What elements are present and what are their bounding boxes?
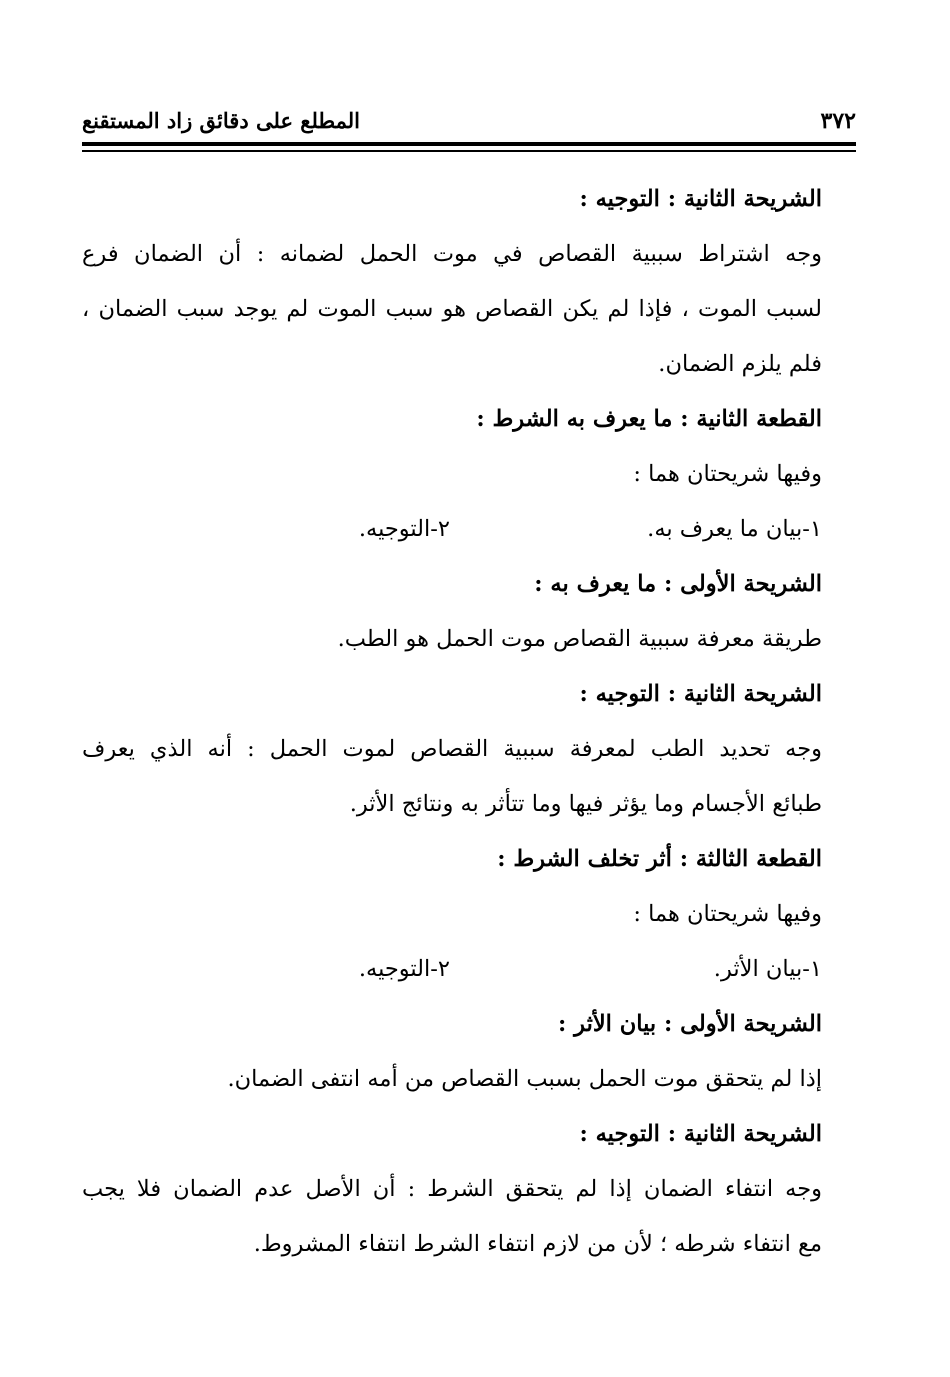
book-title: المطلع على دقائق زاد المستقنع [82,108,361,133]
paragraph-line: لسبب الموت ، فإذا لم يكن القصاص هو سبب الموت لم يوجد سبب الضمان ، [82,296,822,322]
paragraph-line: وفيها شريحتان هما : [633,901,822,927]
section-heading: الشريحة الأولى : بيان الأثر : [558,1011,822,1037]
list-item: ٢-التوجيه. [358,956,450,982]
section-heading: القطعة الثانية : ما يعرف به الشرط : [476,406,822,432]
section-heading: القطعة الثالثة : أثر تخلف الشرط : [497,846,822,872]
section-heading: الشريحة الثانية : التوجيه : [579,1121,822,1147]
page-header [82,108,856,142]
list-item: ٢-التوجيه. [358,516,450,542]
section-heading: الشريحة الثانية : التوجيه : [579,681,822,707]
paragraph-line: إذا لم يتحقق موت الحمل بسبب القصاص من أمه انتفى الضمان. [227,1066,822,1092]
header-rule-thin [82,150,856,152]
numbered-list [82,942,822,997]
paragraph-line: وجه تحديد الطب لمعرفة سببية القصاص لموت الحمل : أنه الذي يعرف [82,736,822,762]
numbered-list [82,502,822,557]
list-item: ١-بيان الأثر. [713,956,822,982]
paragraph-line: وجه اشتراط سببية القصاص في موت الحمل لضمانه : أن الضمان فرع [82,241,822,267]
paragraph-line: فلم يلزم الضمان. [658,351,822,377]
page-number: ٣٧٢ [820,108,856,134]
paragraph-line: مع انتفاء شرطه ؛ لأن من لازم انتفاء الشرط انتفاء المشروط. [253,1231,822,1257]
paragraph-line: طبائع الأجسام وما يؤثر فيها وما تتأثر به ونتائج الأثر. [349,791,822,817]
section-heading: الشريحة الأولى : ما يعرف به : [534,571,822,597]
section-heading: الشريحة الثانية : التوجيه : [579,186,822,212]
paragraph-line: وجه انتفاء الضمان إذا لم يتحقق الشرط : أن الأصل عدم الضمان فلا يجب [82,1176,822,1202]
header-rule-thick [82,142,856,146]
list-item: ١-بيان ما يعرف به. [647,516,822,542]
paragraph-line: وفيها شريحتان هما : [633,461,822,487]
page-body [82,172,822,1272]
paragraph-line: طريقة معرفة سببية القصاص موت الحمل هو الطب. [337,626,822,652]
